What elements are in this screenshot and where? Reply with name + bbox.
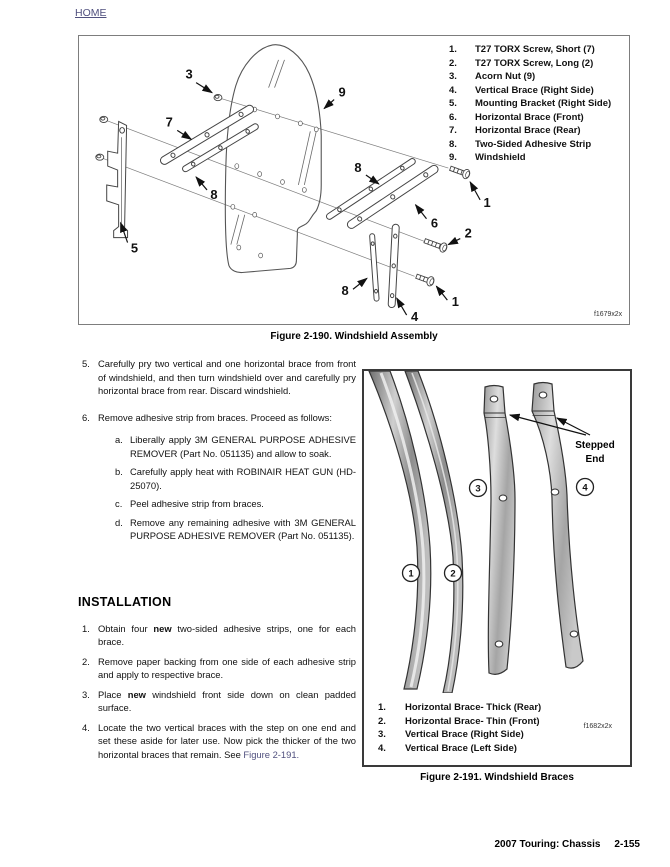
footer-page-number: 2-155 [614,839,640,850]
installation-section [78,596,356,767]
callout-5: 5 [130,240,139,256]
callout-8-rear: 8 [210,186,218,202]
footer-title: 2007 Touring: Chassis [494,839,601,850]
figure-2-190-box [78,35,630,325]
stepped-end-label-line1: Stepped [575,440,615,451]
substep-c: c. Peel adhesive strip from braces. [115,498,264,509]
callout-8-front: 8 [354,160,362,176]
screw-short-top [449,164,471,180]
removal-steps [78,357,356,548]
mounting-bracket [107,121,128,237]
substep-d: d. Remove any remaining adhesive with 3M GENERAL PURPOSE ADHESIVE REMOVER (Part No. 051135). [115,516,356,541]
callout-circle-1: 1 [408,568,414,580]
figure-190-caption: Figure 2-190. Windshield Assembly [270,331,438,342]
step-6: 6. Remove adhesive strip from braces. Proceed as follows: [82,411,332,423]
callout-9: 9 [338,84,346,100]
figure-190-image-code: f1679x2x [593,311,623,319]
callout-1-bottom: 1 [451,294,459,310]
callout-7: 7 [165,114,173,130]
figure-2-191-link[interactable]: Figure 2-191. [243,748,300,760]
part-item: 6. Horizontal Brace (Front) [449,111,584,123]
callout-circle-2: 2 [450,568,456,580]
callout-circle-3: 3 [475,483,481,495]
callout-4: 4 [410,309,419,324]
part-item: 2. T27 TORX Screw, Long (2) [449,57,594,69]
screw-short-bottom [415,272,435,287]
page-footer [494,839,640,850]
callout-2: 2 [464,225,472,241]
step-5: 5. Carefully pry two vertical and one horizontal brace from front of windshield, and then turn windshield over and carefully pry horizontal brace from rear. Discard windshield. [82,358,356,396]
part-item: 8. Two-Sided Adhesive Strip [449,138,592,150]
figure-191-caption: Figure 2-191. Windshield Braces [420,772,574,783]
part-item: 1. T27 TORX Screw, Short (7) [449,44,595,55]
callout-8-vertical: 8 [341,283,349,299]
home-link[interactable]: HOME [75,7,107,19]
windshield-braces-diagram [364,371,630,693]
callout-6: 6 [430,215,439,231]
callout-3: 3 [185,66,193,82]
acorn-nuts [96,94,222,160]
bracket-hole [120,128,125,134]
callout-labels [131,67,491,324]
windshield-reflections [231,60,316,245]
part-item: 4. Vertical Brace (Left Side) [378,742,517,754]
install-step-3: 3. Place new windshield front side down on clean padded surface. [82,688,356,713]
vertical-brace-right [388,224,399,308]
torx-screws [415,164,471,287]
substep-a: a. Liberally apply 3M GENERAL PURPOSE ADHESIVE REMOVER (Part No. 051135) and allow to soak. [115,434,356,459]
part-item: 9. Windshield [449,152,526,163]
adhesive-strip-vertical [370,234,380,302]
figure-191-image-code: f1682x2x [583,723,612,730]
screw-long [423,236,448,253]
vertical-brace-right-side [484,386,515,675]
windshield [225,45,321,273]
part-item: 3. Acorn Nut (9) [449,71,536,82]
figure-2-191-box [362,369,632,767]
part-item: 3. Vertical Brace (Right Side) [378,729,524,740]
callout-1-top: 1 [483,194,491,210]
part-item: 7. Horizontal Brace (Rear) [449,125,581,136]
part-item: 1. Horizontal Brace- Thick (Rear) [378,702,542,713]
stepped-end-label-line2: End [585,454,605,465]
vertical-brace-left-side [532,383,583,669]
part-item: 2. Horizontal Brace- Thin (Front) [378,715,540,727]
install-step-1: 1. Obtain four new two-sided adhesive strips, one for each brace. [82,622,356,647]
part-item: 4. Vertical Brace (Right Side) [449,84,594,96]
callout-circle-4: 4 [582,482,588,494]
install-step-2: 2. Remove paper backing from one side of each adhesive strip and apply to respective brace. [82,655,356,680]
substep-b: b. Carefully apply heat with ROBINAIR HEAT GUN (HD-25070). [115,466,356,491]
install-step-4: 4. Locate the two vertical braces with the step on one end and set these aside for later use. Now pick the thicker of the two horizontal braces that remain. See Figure 2-191. [82,721,356,760]
installation-heading: INSTALLATION [78,595,172,609]
figure-190-parts-list [449,43,625,165]
part-item: 5. Mounting Bracket (Right Side) [449,98,612,109]
